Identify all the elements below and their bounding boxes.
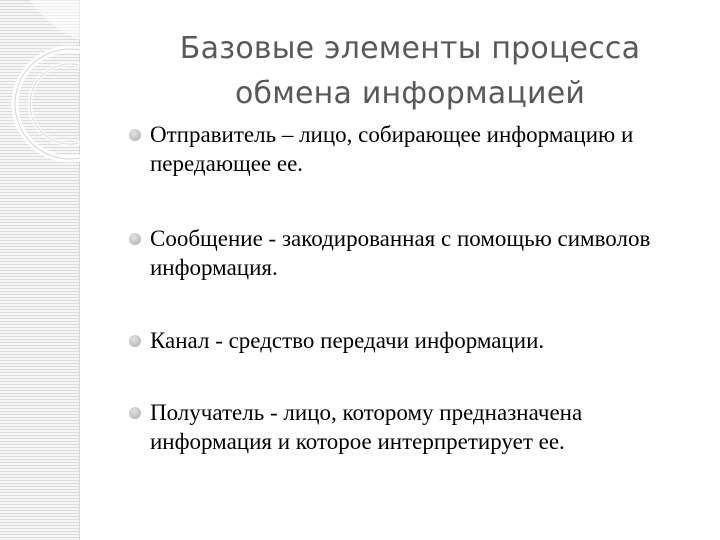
bullet-item-channel [126,326,696,355]
bullet-dot-icon [129,129,141,141]
bullet-item-message [126,224,696,282]
slide-title: Базовые элементы процесса обмена информацией [179,31,641,111]
bullet-dot-icon [129,335,141,347]
bullet-item-sender [126,120,696,178]
bullet-text: Сообщение - закодированная с помощью символов информация. [150,226,651,280]
bullet-text: Получатель - лицо, которому предназначена информация и которое интерпретирует ее. [150,400,583,454]
bullet-item-receiver [126,398,696,456]
bullet-text: Отправитель – лицо, собирающее информацию и передающее ее. [150,122,634,176]
bullet-dot-icon [129,407,141,419]
decorative-circles-icon [0,0,80,200]
bullet-text: Канал - средство передачи информации. [150,328,545,353]
bullet-dot-icon [129,233,141,245]
